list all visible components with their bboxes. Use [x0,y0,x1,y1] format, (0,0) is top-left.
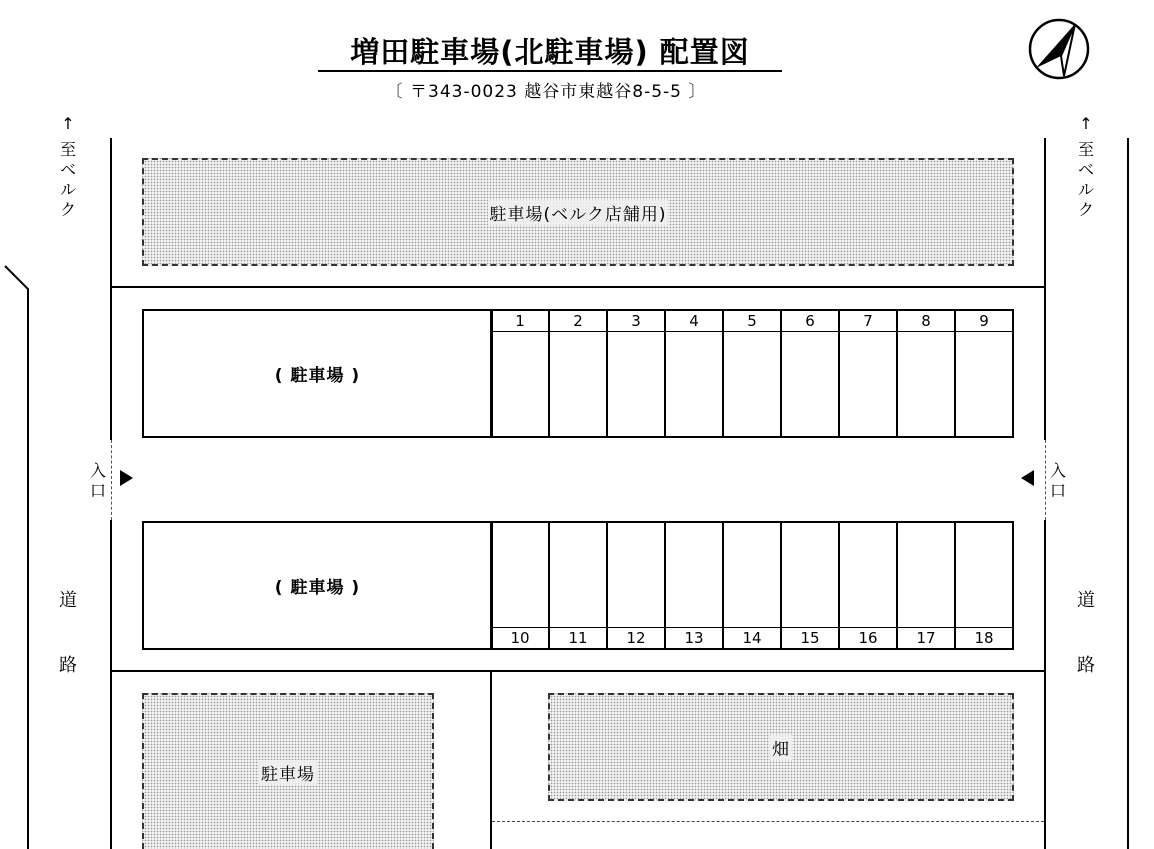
stall-number: 13 [666,627,722,648]
to-belc-label-left: 至 ベ ル ク [59,140,76,219]
stall-number: 14 [724,627,780,648]
stall-1 [490,311,548,436]
road-label-left-1: 道 [59,590,77,611]
upper-boundary [110,286,1046,288]
entrance-label-right: 入 口 [1049,461,1066,500]
stall-number: 5 [724,311,780,332]
stall-number: 8 [898,311,954,332]
right-boundary-upper [1044,138,1046,440]
stall-number: 11 [550,627,606,648]
stall-number: 18 [956,627,1012,648]
right-boundary-lower [1044,520,1046,849]
bottom-stall-row [490,521,1014,650]
stall-number: 3 [608,311,664,332]
bottom-left-parking: 駐車場 [142,693,434,849]
stall-8 [896,311,954,436]
stall-4 [664,311,722,436]
north-arrow-icon [1028,18,1090,80]
stall-number: 9 [956,311,1012,332]
entrance-label-left: 入 口 [89,461,106,500]
right-road-edge [1127,138,1129,849]
stall-number: 12 [608,627,664,648]
stall-number: 16 [840,627,896,648]
stall-14 [722,523,780,648]
stall-6 [780,311,838,436]
lower-boundary [110,670,1046,672]
belc-store-parking: 駐車場(ベルク店舗用) [142,158,1014,266]
stall-number: 17 [898,627,954,648]
stall-16 [838,523,896,648]
top-stall-row [490,309,1014,438]
entrance-arrow-left-icon [120,470,133,486]
road-label-right-2: 路 [1077,655,1095,676]
page-title: 増田駐車場(北駐車場) 配置図 [350,35,750,69]
left-boundary-upper [110,138,112,440]
stall-9 [954,311,1012,436]
field-area: 畑 [548,693,1014,801]
right-entrance-gap [1045,440,1046,520]
stall-11 [548,523,606,648]
stall-13 [664,523,722,648]
upper-parking-block: ( 駐車場 ) [142,309,493,438]
stall-3 [606,311,664,436]
stall-12 [606,523,664,648]
lower-parking-block: ( 駐車場 ) [142,521,493,650]
to-belc-label-right: 至 ベ ル ク [1077,140,1094,219]
title-underline [318,70,782,72]
address: 〔 〒343-0023 越谷市東越谷8-5-5 〕 [385,82,707,102]
field-boundary [492,821,1044,822]
left-entrance-gap [111,440,112,520]
left-boundary-lower [110,520,112,849]
stall-15 [780,523,838,648]
stall-17 [896,523,954,648]
stall-7 [838,311,896,436]
bottom-divider [490,670,492,849]
entrance-arrow-right-icon [1021,470,1034,486]
stall-number: 4 [666,311,722,332]
stall-number: 2 [550,311,606,332]
road-label-right-1: 道 [1077,590,1095,611]
to-belc-arrow-right: ↑ [1079,114,1093,133]
stall-number: 6 [782,311,838,332]
road-label-left-2: 路 [59,655,77,676]
stall-number: 10 [492,627,548,648]
stall-18 [954,523,1012,648]
left-road-edge [0,260,40,849]
stall-5 [722,311,780,436]
stall-number: 15 [782,627,838,648]
stall-number: 7 [840,311,896,332]
stall-number: 1 [492,311,548,332]
stall-2 [548,311,606,436]
stall-10 [490,523,548,648]
to-belc-arrow-left: ↑ [61,114,75,133]
